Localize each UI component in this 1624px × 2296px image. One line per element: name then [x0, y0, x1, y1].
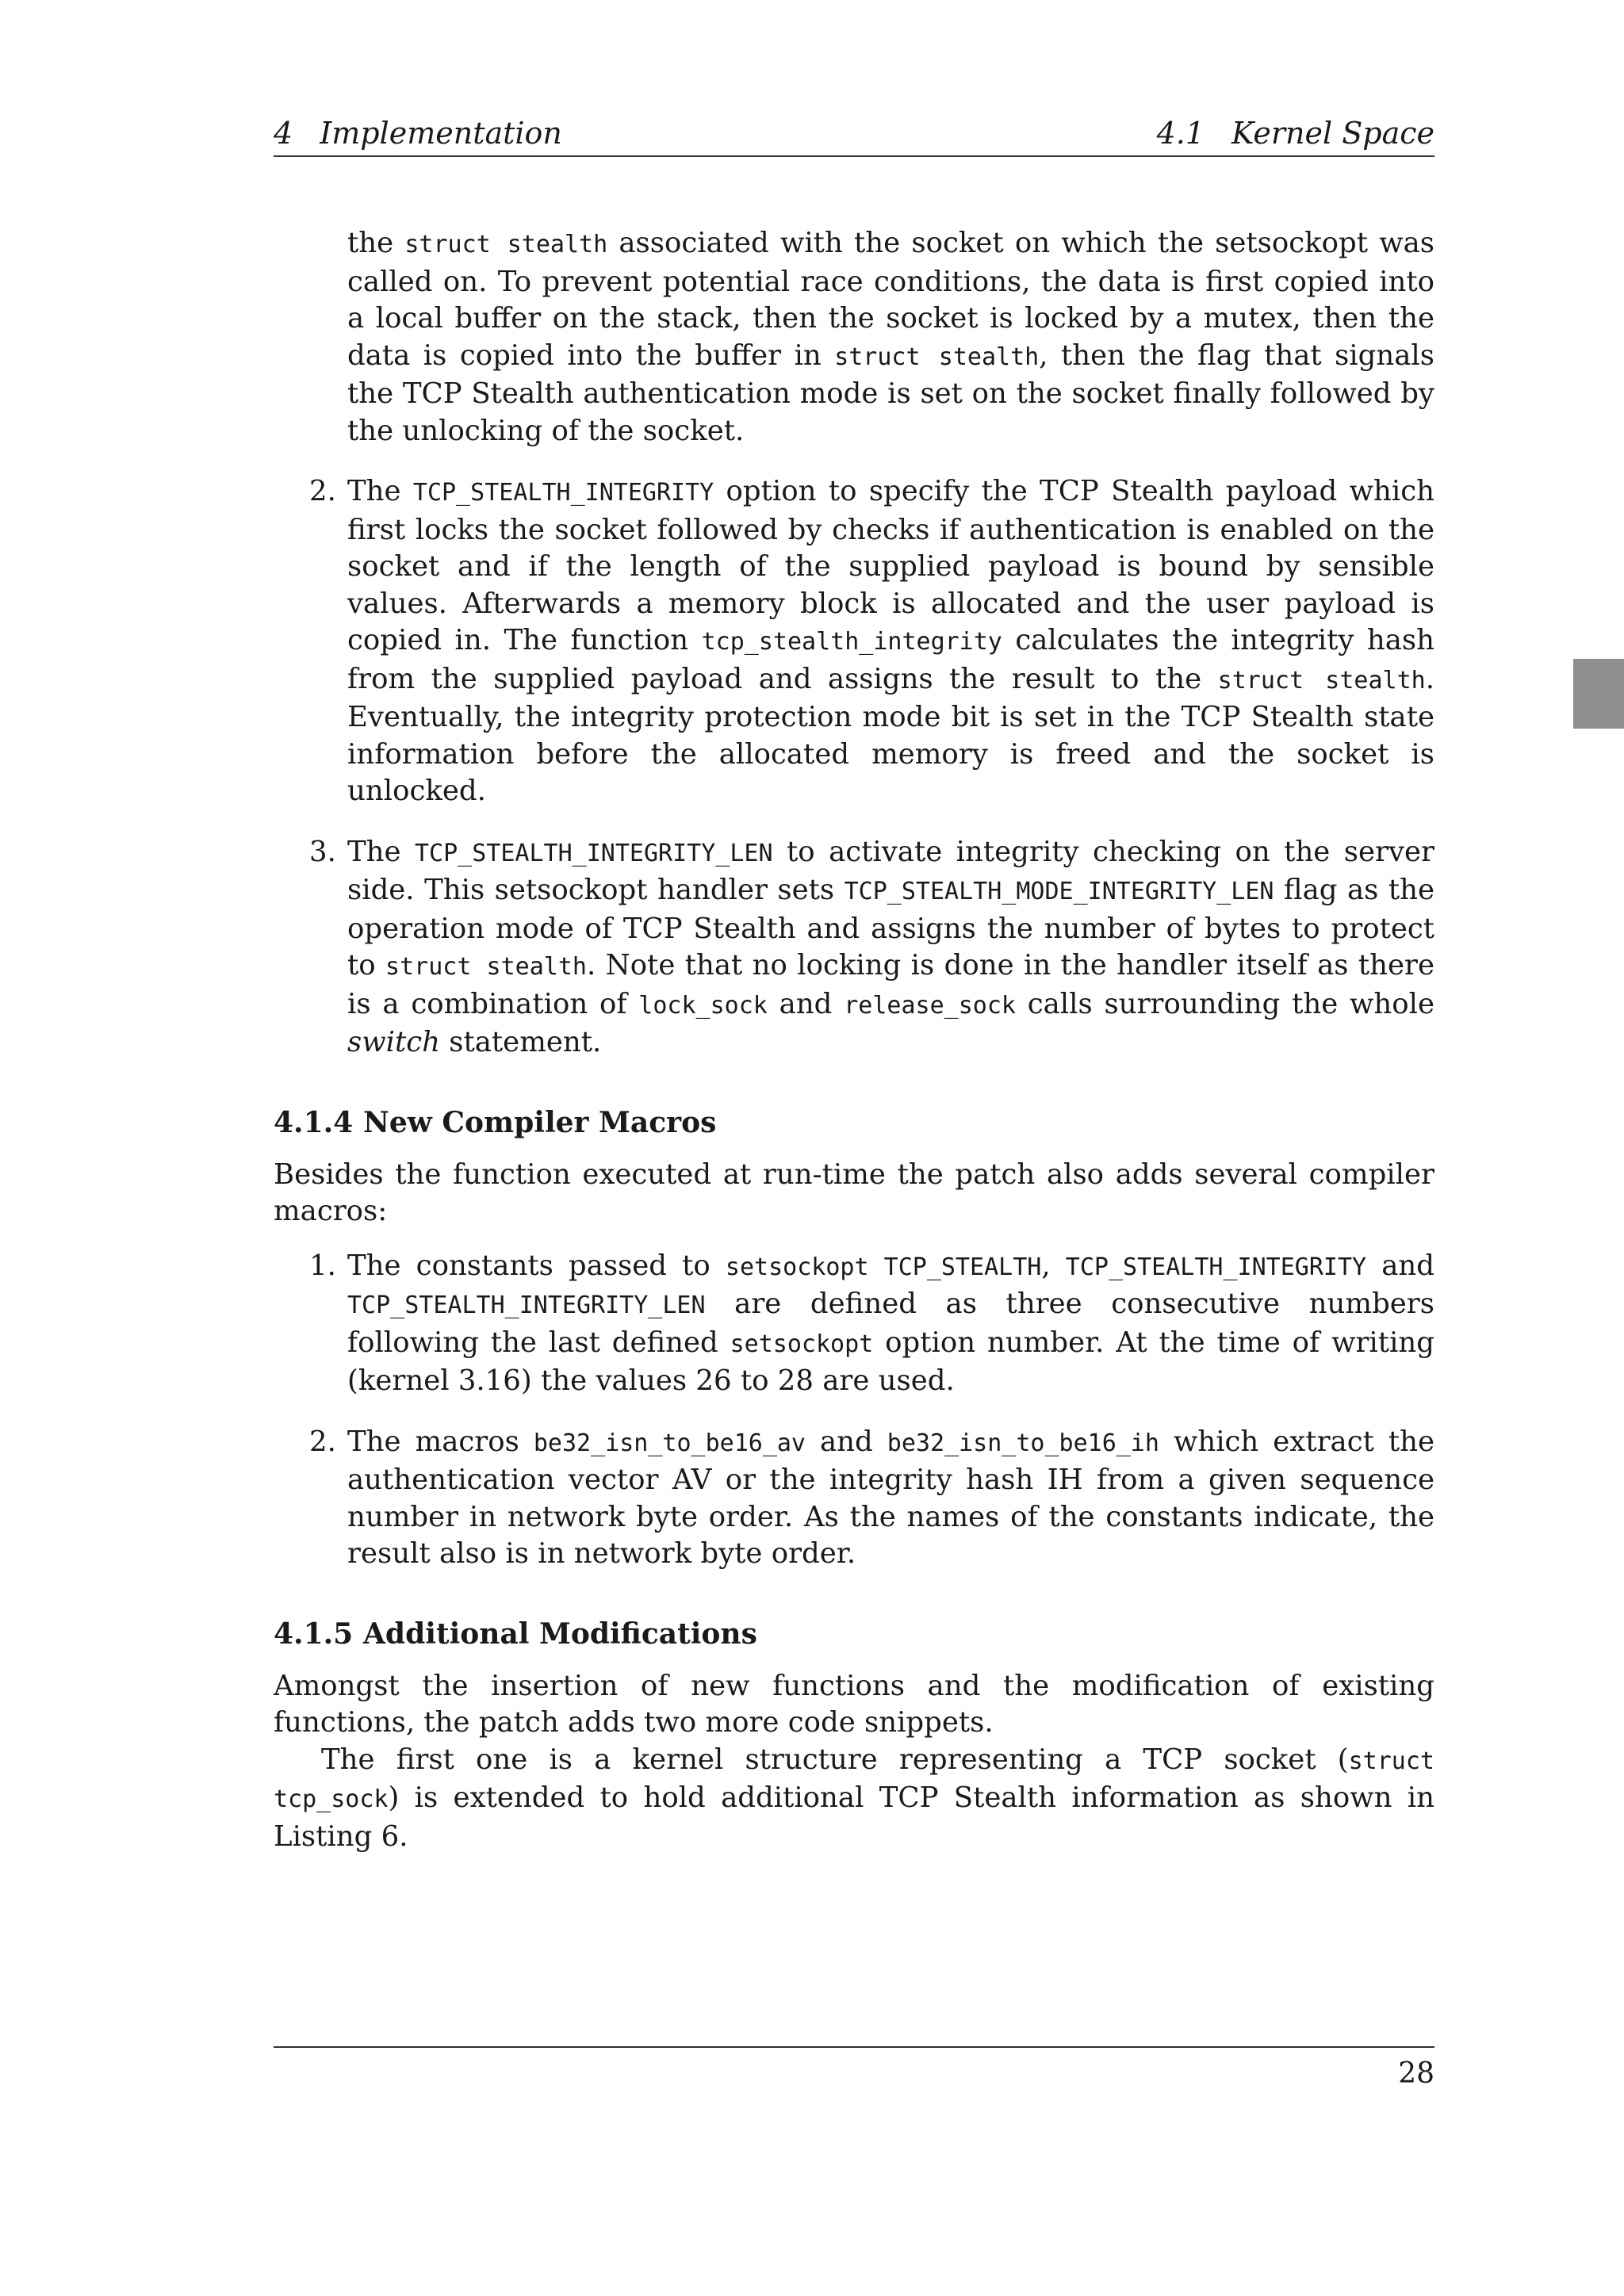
code-run: TCP_STEALTH_INTEGRITY_LEN: [347, 1292, 706, 1319]
list-item: [274, 1424, 1434, 1573]
header-chapter: [274, 113, 562, 153]
code-run: release_sock: [844, 991, 1016, 1020]
section-title: Additional Modifications: [363, 1617, 757, 1651]
text-run: calls surrounding the whole: [1015, 987, 1434, 1020]
list-item-text: [347, 473, 1434, 810]
paragraph: Amongst the insertion of new functions and the modification of existing functions, the patch adds two more code snippets.: [274, 1669, 1434, 1739]
text-run: [869, 1249, 884, 1282]
list-item-number: 2.: [309, 1425, 336, 1458]
text-run: calculates the integrity hash from the supplied payload and assigns the result to the: [347, 624, 1434, 695]
header-section-number: 4.1: [1156, 116, 1205, 151]
text-run: . Note that no locking is done in the handler itself as there is a combination of: [347, 949, 1434, 1020]
text-run: The first one is a kernel structure representing a TCP socket (: [321, 1743, 1349, 1776]
header-rule: [274, 155, 1434, 157]
list-item-number: 1.: [309, 1249, 336, 1282]
text-run: which extract the authentication vector AV or the integrity hash IH from a given sequence number in network byte order. As the names of the constants indicate, the result also is in network byte order.: [347, 1425, 1435, 1570]
list-item: [274, 834, 1434, 1062]
list-item-number: 2.: [309, 475, 336, 507]
text-run: and: [1366, 1249, 1434, 1282]
emphasis-run: switch: [347, 1026, 440, 1058]
code-run: TCP_STEALTH_INTEGRITY: [1065, 1253, 1367, 1281]
text-run: associated with the socket on which the setsockopt was called on. To prevent potential race conditions, the data is first copied into a local buffer on the stack, then the socket is locked by a mutex, then the data is copied into the buffer in: [347, 227, 1434, 372]
list-item: [274, 473, 1434, 810]
list-item: [274, 1248, 1434, 1400]
compiler-macros-list: [274, 1248, 1434, 1573]
chapter-thumb-tab: [1573, 659, 1624, 729]
list-item-number: 3.: [309, 835, 336, 868]
code-run: struct stealth: [404, 231, 608, 258]
text-run: The: [347, 475, 413, 507]
page-number: 28: [1398, 2057, 1434, 2090]
code-run: be32_isn_to_be16_ih: [887, 1429, 1159, 1457]
section-heading-4-1-4: [274, 1103, 1434, 1142]
code-run: struct stealth: [1217, 666, 1426, 695]
text-run: The: [347, 835, 415, 868]
list-item-text: [347, 1424, 1434, 1573]
code-run: struct stealth: [834, 342, 1040, 371]
running-header: [274, 113, 1434, 153]
text-run: option number. At the time of writing (kernel 3.16) the values 26 to 28 are used.: [347, 1326, 1434, 1397]
code-run: TCP_STEALTH: [883, 1253, 1042, 1281]
code-run: TCP_STEALTH_INTEGRITY: [412, 479, 714, 507]
footer-rule: [274, 2046, 1434, 2048]
code-run: setsockopt: [725, 1253, 869, 1281]
section-title: New Compiler Macros: [363, 1105, 717, 1139]
code-run: TCP_STEALTH_INTEGRITY_LEN: [415, 839, 773, 867]
text-run: and: [806, 1425, 887, 1458]
text-run: statement.: [439, 1026, 602, 1058]
header-chapter-title: Implementation: [320, 116, 562, 151]
code-run: tcp_stealth_integrity: [701, 628, 1002, 656]
setsockopt-options-list: [274, 473, 1434, 1062]
code-run: struct stealth: [385, 953, 587, 981]
code-run: TCP_STEALTH_MODE_INTEGRITY_LEN: [844, 878, 1274, 905]
header-section-title: Kernel Space: [1231, 116, 1434, 151]
code-run: struct tcp_sock: [274, 1747, 1434, 1813]
section-heading-4-1-5: [274, 1614, 1434, 1654]
paragraph: [274, 1742, 1434, 1856]
text-run: the: [347, 227, 405, 259]
text-run: ) is extended to hold additional TCP Stealth information as shown in Listing 6.: [274, 1781, 1434, 1853]
header-section: [1157, 113, 1434, 153]
text-run: flag as the operation mode of TCP Stealth and assigns the number of bytes to protect to: [347, 874, 1434, 982]
list-item-continuation: [274, 225, 1434, 450]
text-run: option to specify the TCP Stealth payload which first locks the socket followed by checks if authentication is enabled on the socket and if the length of the supplied payload is bound by sensible values. Afterwards a memory block is allocated and the user payload is copied in. The function: [347, 475, 1434, 656]
text-run: to activate integrity checking on the server side. This setsockopt handler sets: [347, 835, 1434, 906]
text-run: ,: [1041, 1249, 1066, 1282]
body-text: [274, 225, 1434, 1855]
section-intro: Besides the function executed at run-time the patch also adds several compiler macros:: [274, 1158, 1434, 1227]
section-number: 4.1.4: [274, 1105, 354, 1139]
text-run: are defined as three consecutive numbers following the last defined: [347, 1288, 1434, 1359]
code-run: lock_sock: [638, 991, 768, 1020]
text-run: The constants passed to: [347, 1249, 726, 1282]
header-chapter-number: 4: [274, 116, 293, 151]
text-run: , then the flag that signals the TCP Stealth authentication mode is set on the socket finally followed by the unlocking of the socket.: [347, 339, 1434, 447]
list-item-text: [347, 1248, 1434, 1400]
text-run: . Eventually, the integrity protection mode bit is set in the TCP Stealth state information before the allocated memory is freed and the socket is unlocked.: [347, 662, 1434, 807]
section-number: 4.1.5: [274, 1617, 354, 1651]
text-run: The macros: [347, 1425, 534, 1458]
list-item-text: [347, 834, 1434, 1062]
code-run: be32_isn_to_be16_av: [533, 1429, 806, 1457]
code-run: setsockopt: [730, 1330, 874, 1358]
text-run: and: [767, 987, 845, 1020]
